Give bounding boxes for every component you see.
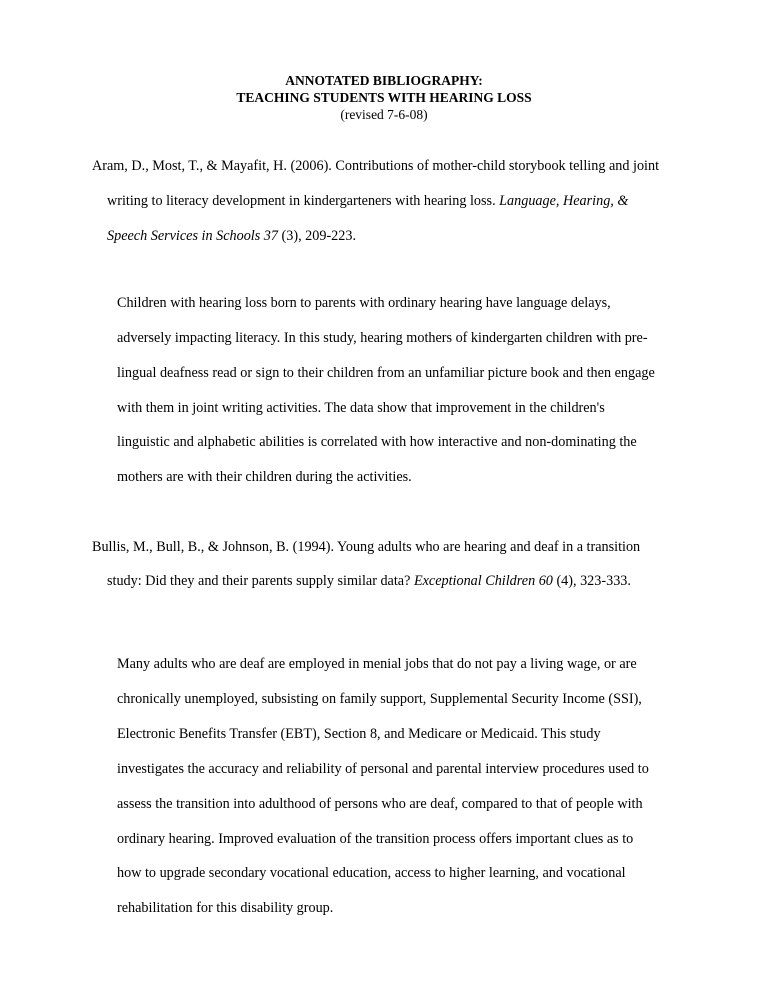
citation-text: (3), 209-223. bbox=[277, 228, 357, 244]
citation-1-line-3 bbox=[107, 227, 356, 245]
annotation-1-line: adversely impacting literacy. In this study, hearing mothers of kindergarten children with pre- bbox=[117, 330, 648, 346]
annotation-1-line: Children with hearing loss born to parents with ordinary hearing have language delays, bbox=[117, 295, 611, 311]
revision-date: (revised 7-6-08) bbox=[340, 107, 428, 122]
annotation-2-line: rehabilitation for this disability group. bbox=[117, 900, 334, 916]
journal-title: Speech Services in Schools 37 bbox=[107, 228, 278, 244]
citation-text: study: Did they and their parents supply similar data? bbox=[107, 573, 414, 589]
document-title: ANNOTATED BIBLIOGRAPHY: bbox=[285, 73, 483, 88]
annotation-2-line: Electronic Benefits Transfer (EBT), Section 8, and Medicare or Medicaid. This study bbox=[117, 726, 601, 742]
annotation-1-line: linguistic and alphabetic abilities is correlated with how interactive and non-dominating the bbox=[117, 434, 637, 450]
annotation-1-line: mothers are with their children during the activities. bbox=[117, 469, 412, 485]
document-subtitle: TEACHING STUDENTS WITH HEARING LOSS bbox=[236, 90, 532, 105]
annotation-2-line: Many adults who are deaf are employed in menial jobs that do not pay a living wage, or are bbox=[117, 656, 637, 672]
annotation-2-line: chronically unemployed, subsisting on family support, Supplemental Security Income (SSI), bbox=[117, 691, 642, 707]
annotation-2-line: investigates the accuracy and reliability of personal and parental interview procedures used to bbox=[117, 761, 649, 777]
citation-2-line-1: Bullis, M., Bull, B., & Johnson, B. (1994). Young adults who are hearing and deaf in a transition bbox=[92, 539, 641, 555]
annotation-1-line: with them in joint writing activities. The data show that improvement in the children's bbox=[117, 400, 605, 416]
citation-text: writing to literacy development in kindergarteners with hearing loss. bbox=[107, 193, 500, 209]
document-header bbox=[0, 72, 768, 123]
citation-1-line-2 bbox=[107, 192, 628, 210]
citation-text: (4), 323-333. bbox=[552, 573, 631, 589]
citation-1-line-1: Aram, D., Most, T., & Mayafit, H. (2006). Contributions of mother-child storybook telling and joint bbox=[92, 158, 660, 174]
journal-title: Exceptional Children 60 bbox=[413, 573, 553, 589]
annotation-2-line: assess the transition into adulthood of persons who are deaf, compared to that of people with bbox=[117, 796, 643, 812]
annotation-2-line: ordinary hearing. Improved evaluation of the transition process offers important clues as to bbox=[117, 831, 634, 847]
citation-2-line-2 bbox=[107, 572, 631, 590]
journal-title: Language, Hearing, & bbox=[499, 193, 629, 209]
annotation-1-line: lingual deafness read or sign to their children from an unfamiliar picture book and then engage bbox=[117, 365, 655, 381]
annotation-2-line: how to upgrade secondary vocational education, access to higher learning, and vocational bbox=[117, 865, 626, 881]
